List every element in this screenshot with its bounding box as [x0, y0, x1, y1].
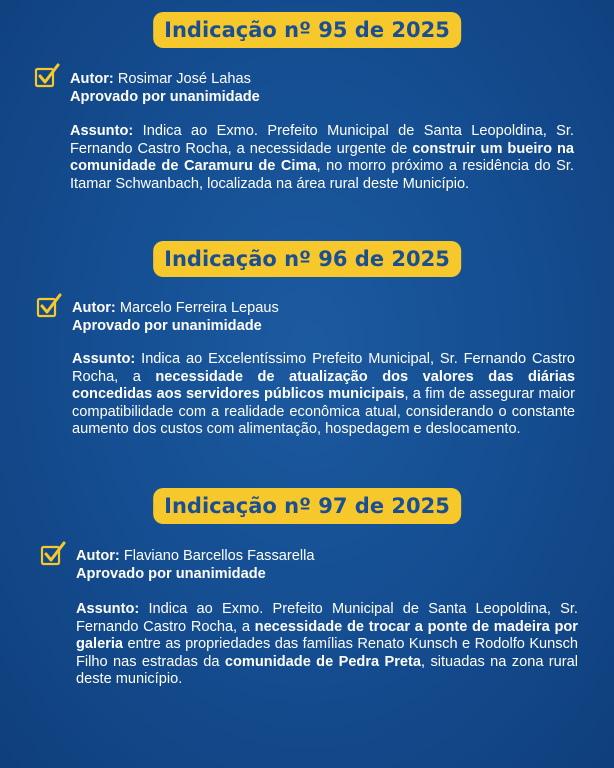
assunto-text: Indica ao Excelentíssimo Prefeito Municipal, Sr. Fernando Castro Rocha, a [72, 351, 575, 385]
autor-line [76, 548, 314, 565]
indicacao-title: Indicação nº 95 de 2025 [153, 12, 461, 48]
autor-line [72, 300, 279, 317]
autor-label: Autor: [70, 71, 114, 87]
assunto-highlight: construir um bueiro na comunidade de Caramuru de Cima [70, 140, 574, 175]
assunto-label: Assunto: [70, 123, 134, 139]
assunto [76, 601, 578, 689]
assunto-label: Assunto: [76, 601, 140, 617]
assunto-text: , a fim de assegurar maior compatibilidade com a realidade econômica atual, considerando o constante aumento dos custos com alimentação, hospedagem e deslocamento. [72, 386, 575, 438]
assunto-highlight: necessidade de atualização dos valores das diárias concedidas aos servidores públicos municipais [72, 368, 575, 403]
assunto-text: Indica ao Exmo. Prefeito Municipal de Santa Leopoldina, Sr. Fernando Castro Rocha, a [76, 601, 578, 635]
autor-label: Autor: [72, 300, 116, 316]
checkbox-check-icon [36, 298, 58, 320]
assunto-label: Assunto: [72, 351, 136, 367]
assunto [70, 123, 574, 193]
autor-label: Autor: [76, 548, 120, 564]
assunto-text: entre as propriedades das famílias Renato Kunsch e Rodolfo Kunsch Filho nas estradas da [76, 636, 578, 670]
assunto [72, 351, 575, 439]
checkbox-check-icon [34, 68, 56, 90]
assunto-text: , no morro próximo a residência do Sr. Itamar Schwanbach, localizada na área rural deste Município. [70, 158, 574, 192]
checkbox-check-icon [40, 546, 62, 568]
autor-name: Flaviano Barcellos Fassarella [123, 548, 315, 564]
indicacao-title: Indicação nº 97 de 2025 [153, 488, 461, 524]
autor-name: Marcelo Ferreira Lepaus [119, 300, 279, 316]
indicacao-title: Indicação nº 96 de 2025 [153, 241, 461, 277]
assunto-text: Indica ao Exmo. Prefeito Municipal de Santa Leopoldina, Sr. Fernando Castro Rocha, a necessidade urgente de [70, 123, 574, 157]
status: Aprovado por unanimidade [72, 318, 262, 334]
status: Aprovado por unanimidade [76, 566, 266, 582]
assunto-highlight: necessidade de trocar a ponte de madeira por galeria [76, 618, 578, 653]
autor-name: Rosimar José Lahas [117, 71, 251, 87]
assunto-text: , situadas na zona rural deste município. [76, 653, 579, 688]
autor-line [70, 71, 251, 88]
status: Aprovado por unanimidade [70, 89, 260, 105]
assunto-highlight: comunidade de Pedra Preta [224, 653, 422, 670]
